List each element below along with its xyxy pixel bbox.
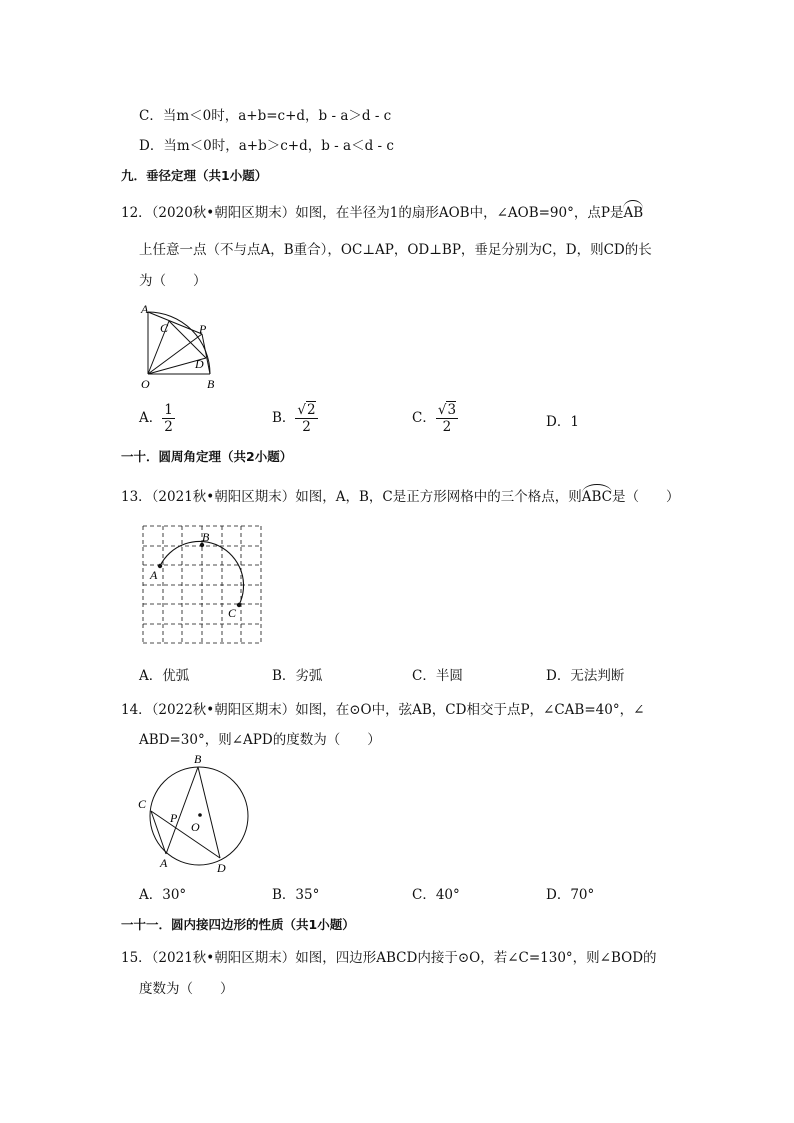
q12-option-a-den: 2 bbox=[164, 419, 173, 435]
q12-label-a: A bbox=[141, 302, 149, 316]
q14-figure bbox=[134, 750, 258, 878]
q12-option-c-num: 3 bbox=[447, 402, 457, 418]
q14-option-c: C．40° bbox=[412, 887, 460, 903]
q12-line3: 为（ ） bbox=[139, 273, 207, 289]
q14-line2: ABD=30°，则∠APD的度数为（ ） bbox=[139, 732, 381, 748]
option-c-text: C．当m＜0时，a+b=c+d，b - a＞d - c bbox=[139, 108, 392, 124]
q14-label-o: O bbox=[191, 820, 200, 834]
q14-option-d: D．70° bbox=[546, 887, 595, 903]
q12-option-b-num: 2 bbox=[307, 402, 316, 418]
q14-label-p: P bbox=[170, 811, 178, 825]
q12-option-b bbox=[272, 402, 318, 435]
q12-option-a bbox=[139, 402, 175, 435]
q12-line1-text: 12．（2020秋•朝阳区期末）如图，在半径为1的扇形AOB中，∠AOB=90°，点P是 bbox=[121, 205, 624, 221]
q13-point-a bbox=[158, 564, 162, 568]
q12-label-c: C bbox=[160, 321, 169, 335]
q12-option-c-den: 2 bbox=[442, 419, 452, 435]
q15-line2: 度数为（ ） bbox=[139, 981, 234, 997]
q14-option-b: B．35° bbox=[272, 887, 320, 903]
q12-option-d: D．1 bbox=[546, 414, 579, 430]
q13-option-d: D．无法判断 bbox=[546, 668, 625, 684]
q13-line1-post: 是（ ） bbox=[612, 489, 680, 505]
q13-arc-abc: ABC bbox=[581, 489, 612, 505]
section-heading-9: 九．垂径定理（共1小题） bbox=[121, 168, 268, 183]
q14-label-a: A bbox=[160, 856, 168, 870]
q12-label-d: D bbox=[195, 357, 204, 371]
q12-label-p: P bbox=[199, 322, 207, 336]
q13-figure bbox=[140, 522, 266, 648]
q12-option-b-frac: $\frac{√2}{2}$ bbox=[297, 402, 316, 435]
q13-label-b: B bbox=[202, 530, 210, 544]
q12-option-c-prefix: C． bbox=[412, 410, 436, 426]
q15-line1: 15．（2021秋•朝阳区期末）如图，四边形ABCD内接于⊙O，若∠C=130°，则∠BOD的 bbox=[121, 950, 657, 966]
q14-label-b: B bbox=[194, 752, 202, 766]
q14-label-d: D bbox=[217, 861, 226, 875]
option-d-text: D．当m＜0时，a+b＞c+d，b - a＜d - c bbox=[139, 138, 394, 154]
q13-option-a: A．优弧 bbox=[139, 668, 190, 684]
q12-option-c-frac: $\frac{√3}{2}$ bbox=[437, 402, 457, 435]
q13-label-c: C bbox=[228, 606, 237, 620]
q12-ap bbox=[148, 312, 202, 334]
q12-label-o: O bbox=[141, 377, 150, 391]
q12-option-c bbox=[412, 402, 458, 435]
q13-line1 bbox=[121, 485, 680, 505]
q12-option-a-frac bbox=[162, 402, 175, 435]
section-heading-10: 一十．圆周角定理（共2小题） bbox=[121, 449, 293, 464]
q14-chord-cd bbox=[151, 811, 220, 858]
q13-option-b: B．劣弧 bbox=[272, 668, 323, 684]
q14-label-c: C bbox=[138, 797, 147, 811]
q14-bd bbox=[198, 767, 220, 858]
q12-option-b-den: 2 bbox=[302, 419, 311, 435]
q12-line1 bbox=[121, 201, 643, 221]
q13-label-a: A bbox=[150, 568, 158, 582]
q14-option-a: A．30° bbox=[139, 887, 187, 903]
q13-point-c bbox=[237, 603, 241, 607]
q12-option-a-num: 1 bbox=[164, 402, 173, 418]
q12-label-b: B bbox=[207, 377, 215, 391]
q12-option-a-prefix: A． bbox=[139, 410, 163, 426]
q13-option-c: C．半圆 bbox=[412, 668, 463, 684]
q14-line1: 14．（2022秋•朝阳区期末）如图，在⊙O中，弦AB，CD相交于点P，∠CAB=40°，∠ bbox=[121, 702, 645, 718]
q12-line2: 上任意一点（不与点A，B重合），OC⊥AP，OD⊥BP，垂足分别为C，D，则CD的长 bbox=[139, 242, 652, 258]
q12-option-b-prefix: B． bbox=[272, 410, 296, 426]
q13-line1-text: 13．（2021秋•朝阳区期末）如图，A，B，C是正方形网格中的三个格点，则 bbox=[121, 489, 582, 505]
q14-center bbox=[198, 813, 202, 817]
q12-arc-ab: AB bbox=[623, 205, 644, 221]
q12-figure bbox=[136, 300, 226, 392]
section-heading-11: 一十一．圆内接四边形的性质（共1小题） bbox=[121, 917, 355, 932]
